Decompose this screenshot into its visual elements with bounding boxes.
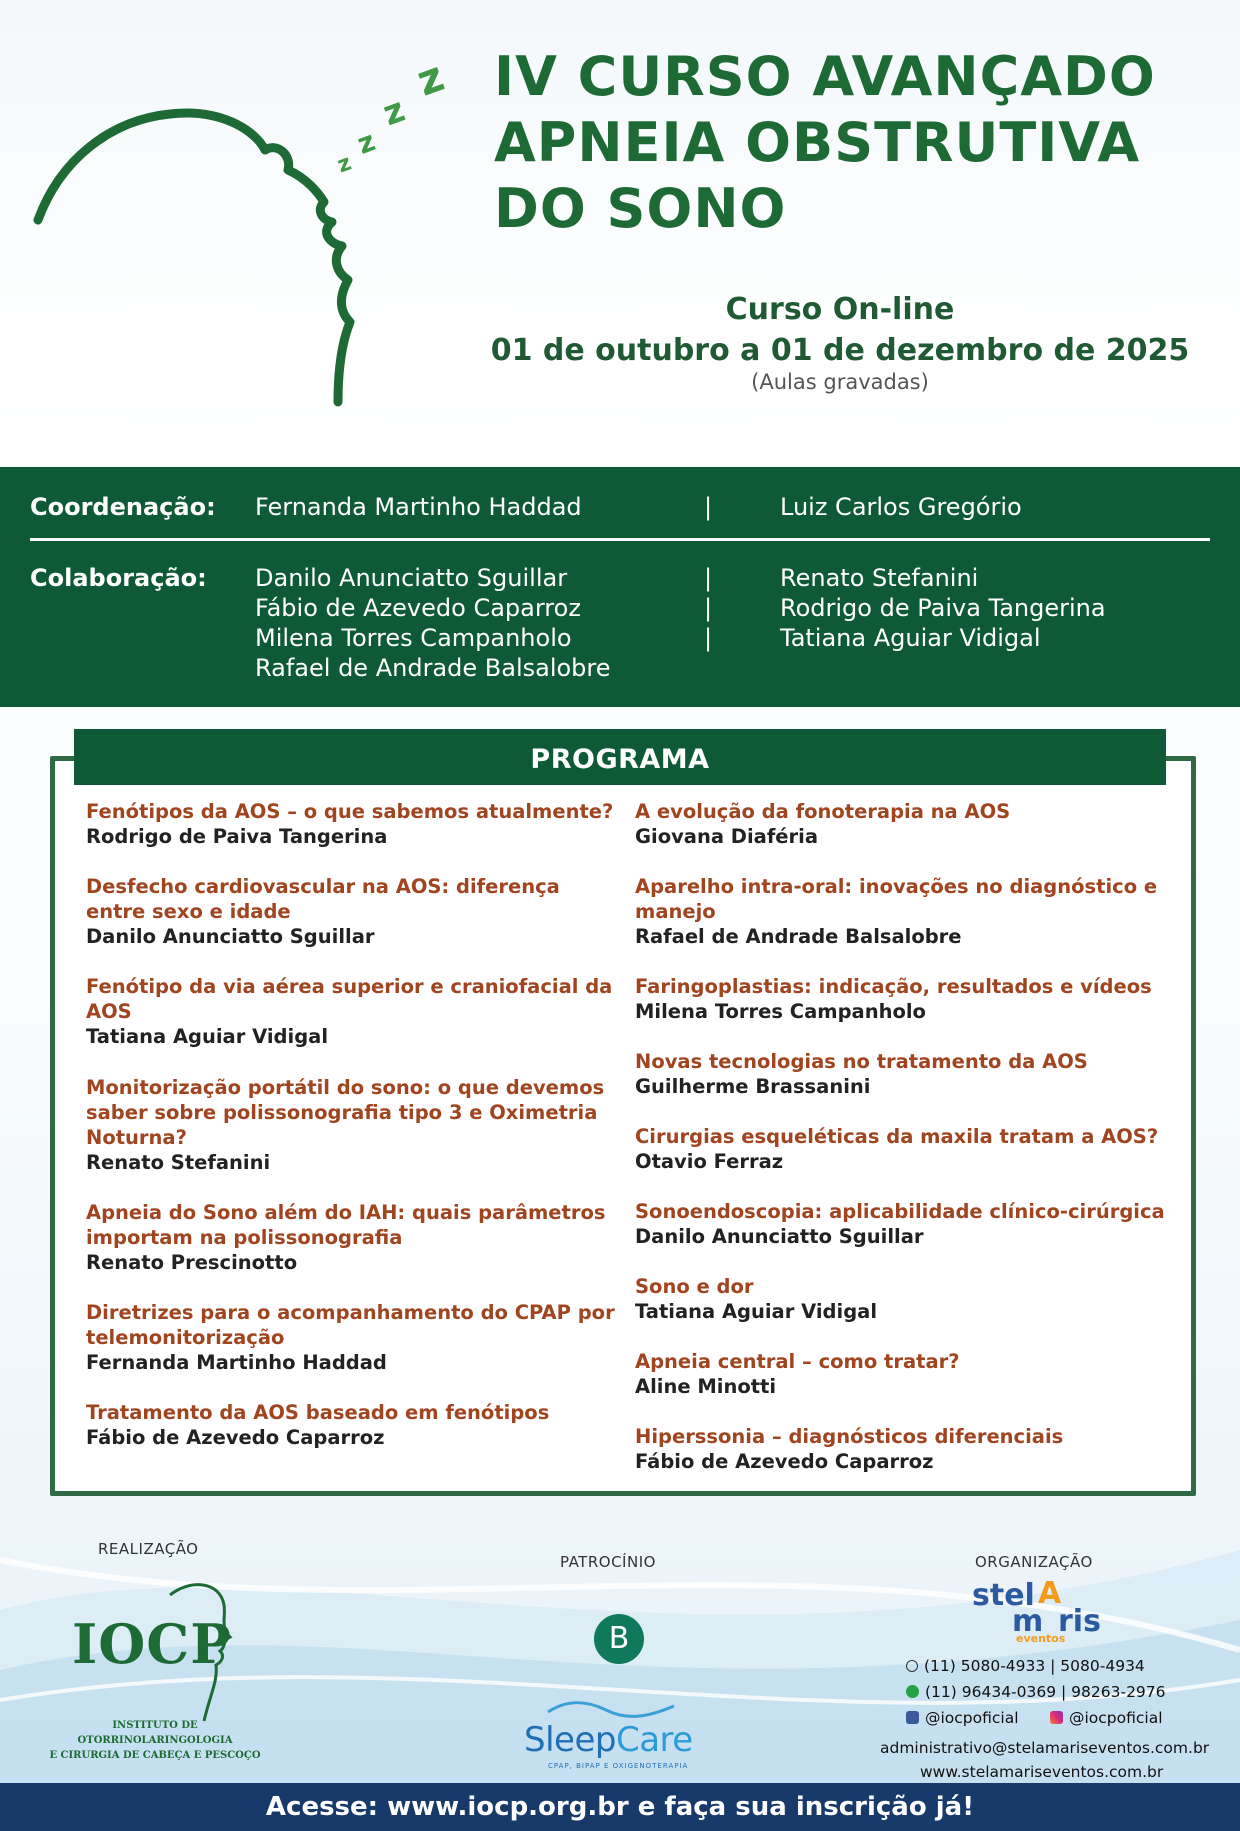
whatsapp-line [906, 1683, 1166, 1701]
program-item [86, 799, 616, 849]
sponsor-name-part: Sleep [524, 1720, 616, 1760]
program-item [86, 1400, 616, 1450]
topic-speaker: Renato Prescinotto [86, 1251, 298, 1274]
topic-speaker: Danilo Anunciatto Sguillar [86, 925, 375, 948]
topic-speaker: Fernanda Martinho Haddad [86, 1351, 387, 1374]
program-item [635, 1349, 1165, 1399]
facebook-line [906, 1709, 1019, 1727]
divider [30, 538, 1210, 541]
collaboration-label: Colaboração: [30, 564, 207, 592]
instagram-icon [1050, 1711, 1063, 1724]
iocp-name-line-2: E CIRURGIA DE CABEÇA E PESCOÇO [49, 1750, 261, 1761]
separator: | [704, 493, 713, 521]
topic-title: Fenótipo da via aérea superior e craniofacial da AOS [86, 975, 613, 1023]
program-item [635, 1049, 1165, 1099]
title-line-2: APNEIA OBSTRUTIVA [494, 111, 1141, 174]
page-title [494, 44, 1214, 242]
collaborator: Milena Torres Campanholo [255, 624, 572, 652]
topic-speaker: Otavio Ferraz [635, 1150, 784, 1173]
program-item [635, 1274, 1165, 1324]
phone-number: (11) 5080-4933 | 5080-4934 [924, 1657, 1145, 1675]
logo-part: stel [972, 1578, 1035, 1613]
collaborator: Rafael de Andrade Balsalobre [255, 654, 611, 682]
topic-speaker: Renato Stefanini [86, 1151, 271, 1174]
separator: | [704, 624, 713, 652]
zzz-icon: z z z z [334, 51, 451, 179]
separator: | [704, 594, 713, 622]
collaborator: Danilo Anunciatto Sguillar [255, 564, 568, 592]
title-line-1: IV CURSO AVANÇADO [494, 45, 1156, 108]
topic-title: Novas tecnologias no tratamento da AOS [635, 1050, 1088, 1073]
collaborator: Fábio de Azevedo Caparroz [255, 594, 581, 622]
topic-speaker: Tatiana Aguiar Vidigal [86, 1025, 328, 1048]
topic-title: Sono e dor [635, 1275, 754, 1298]
topic-title: Apneia do Sono além do IAH: quais parâmetros importam na polissonografia [86, 1201, 606, 1249]
program-item [635, 1424, 1165, 1474]
topic-title: A evolução da fonoterapia na AOS [635, 800, 1011, 823]
iocp-name-line-1: INSTITUTO DE OTORRINOLARINGOLOGIA [77, 1720, 233, 1746]
facebook-icon [906, 1711, 919, 1724]
topic-title: Sonoendoscopia: aplicabilidade clínico-cirúrgica [635, 1200, 1165, 1223]
topic-speaker: Tatiana Aguiar Vidigal [635, 1300, 877, 1323]
topic-title: Desfecho cardiovascular na AOS: diferença entre sexo e idade [86, 875, 560, 923]
topic-speaker: Fábio de Azevedo Caparroz [635, 1450, 934, 1473]
cta-bar[interactable]: Acesse: www.iocp.org.br e faça sua inscrição já! [0, 1783, 1240, 1831]
logo-part: m [1012, 1604, 1044, 1639]
team-section [0, 467, 1240, 707]
instagram-line [1050, 1709, 1163, 1727]
phone-line [906, 1657, 1145, 1675]
sponsor-logo [524, 1720, 693, 1760]
topic-title: Faringoplastias: indicação, resultados e vídeos [635, 975, 1152, 998]
course-mode: Curso On-line [725, 292, 955, 327]
sponsor-name-part: Care [615, 1720, 693, 1760]
topic-speaker: Rodrigo de Paiva Tangerina [86, 825, 388, 848]
stelamaris-logo [972, 1578, 1112, 1648]
realizacao-label: REALIZAÇÃO [98, 1540, 199, 1558]
logo-part: ris [1058, 1604, 1101, 1639]
coordinator-2: Luiz Carlos Gregório [780, 493, 1022, 521]
topic-title: Hiperssonia – diagnósticos diferenciais [635, 1425, 1064, 1448]
program-item [86, 1300, 616, 1375]
program-item [635, 1124, 1165, 1174]
topic-speaker: Giovana Diaféria [635, 825, 818, 848]
program-item [635, 874, 1165, 949]
program-item [635, 799, 1165, 849]
program-item [635, 974, 1165, 1024]
topic-title: Fenótipos da AOS – o que sabemos atualmente? [86, 800, 614, 823]
whatsapp-number: (11) 96434-0369 | 98263-2976 [925, 1683, 1166, 1701]
topic-speaker: Milena Torres Campanholo [635, 1000, 926, 1023]
program-item [86, 974, 616, 1049]
iocp-logo: IOCP [72, 1612, 232, 1676]
topic-speaker: Aline Minotti [635, 1375, 777, 1398]
program-item [86, 1075, 616, 1175]
coordination-label: Coordenação: [30, 493, 216, 521]
phone-icon [906, 1660, 918, 1672]
sponsor-mark-icon: B [594, 1614, 644, 1664]
logo-part: A [1038, 1576, 1062, 1611]
program-box [50, 756, 1196, 1496]
program-item [86, 874, 616, 949]
coordinator-1: Fernanda Martinho Haddad [255, 493, 582, 521]
whatsapp-icon [906, 1685, 919, 1698]
program-item [86, 1200, 616, 1275]
course-dates: 01 de outubro a 01 de dezembro de 2025 [490, 333, 1190, 368]
program-title: PROGRAMA [74, 729, 1166, 785]
title-line-3: DO SONO [494, 177, 787, 240]
email-link[interactable]: administrativo@stelamariseventos.com.br [880, 1739, 1210, 1757]
topic-title: Tratamento da AOS baseado em fenótipos [86, 1401, 550, 1424]
separator: | [704, 564, 713, 592]
facebook-handle[interactable]: @iocpoficial [925, 1709, 1019, 1727]
topic-title: Aparelho intra-oral: inovações no diagnóstico e manejo [635, 875, 1158, 923]
collaborator: Renato Stefanini [780, 564, 979, 592]
topic-speaker: Danilo Anunciatto Sguillar [635, 1225, 924, 1248]
wave-icon [546, 1698, 676, 1720]
topic-speaker: Fábio de Azevedo Caparroz [86, 1426, 385, 1449]
website-link[interactable]: www.stelamariseventos.com.br [920, 1763, 1164, 1781]
organizacao-label: ORGANIZAÇÃO [975, 1553, 1093, 1571]
topic-title: Apneia central – como tratar? [635, 1350, 960, 1373]
patrocinio-label: PATROCÍNIO [560, 1553, 656, 1571]
program-item [635, 1199, 1165, 1249]
instagram-handle[interactable]: @iocpoficial [1069, 1709, 1163, 1727]
collaborator: Rodrigo de Paiva Tangerina [780, 594, 1106, 622]
collaborator: Tatiana Aguiar Vidigal [780, 624, 1041, 652]
logo-part: eventos [1016, 1632, 1066, 1645]
topic-title: Cirurgias esqueléticas da maxila tratam a AOS? [635, 1125, 1159, 1148]
topic-speaker: Rafael de Andrade Balsalobre [635, 925, 962, 948]
topic-speaker: Guilherme Brassanini [635, 1075, 871, 1098]
topic-title: Diretrizes para o acompanhamento do CPAP por telemonitorização [86, 1301, 615, 1349]
sponsor-tagline: CPAP, BIPAP E OXIGENOTERAPIA [548, 1762, 689, 1770]
topic-title: Monitorização portátil do sono: o que devemos saber sobre polissonografia tipo 3 e Oximetria Noturna? [86, 1076, 605, 1149]
recorded-note: (Aulas gravadas) [751, 370, 929, 394]
